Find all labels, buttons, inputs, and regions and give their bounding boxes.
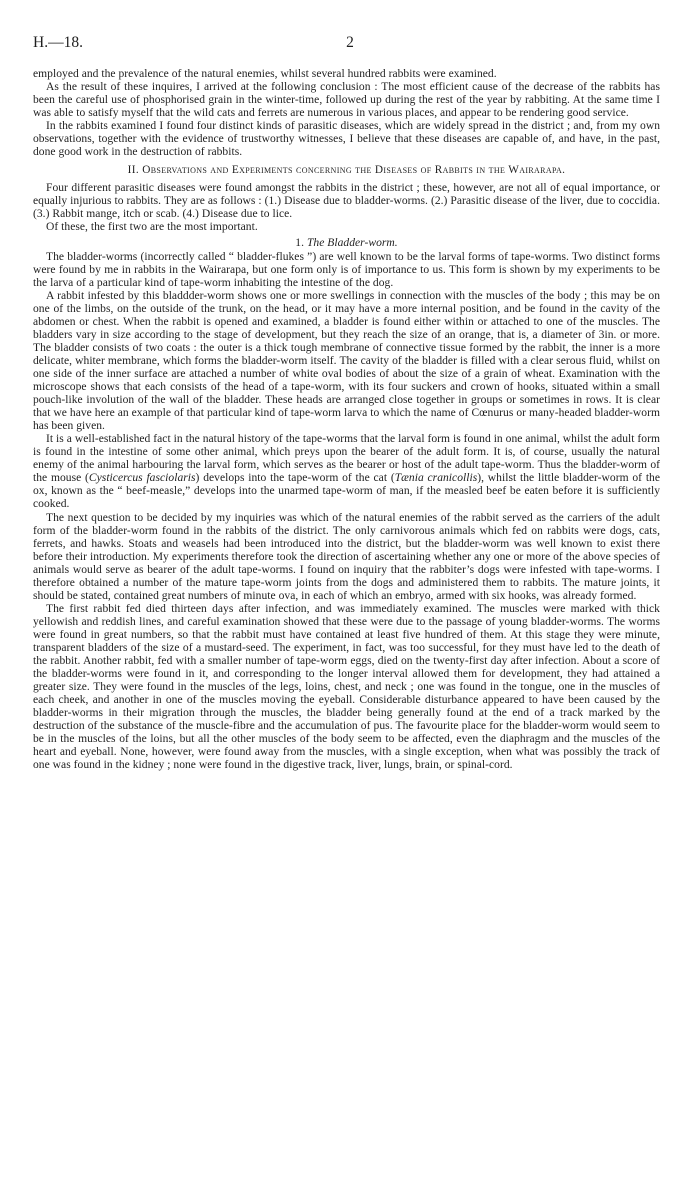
text-run: It is a well-established fact in the natural history of the tape-worms that the larval form is found in one animal, whilst the adult form is found in the intestine of some other animal, which preys upon the bearer of the adult form. It is, of course, usually the natural enemy of the animal harbouring the larval form, which serves as the bearer or host of the adult tape-worm. Thus the bladder-worm of the mouse ( <box>33 433 660 485</box>
paragraph-infested-rabbit: A rabbit infested by this bladdder-worm shows one or more swellings in connection with the muscles of the body ; this may be on one of the limbs, on the outside of the trunk, on the head, or it may have a more internal position, and be found in the cavity of the abdomen or chest. When the rabbit is opened and examined, a bladder is found either within or attached to one of the muscles. The bladders vary in size according to the stage of development, but they reach the size of an orange, that is, a diameter of 3in. or more. The bladder consists of two coats : the outer is a thick tough membrane of connective tissue formed by the rabbit, the inner is a more delicate, whiter membrane, which forms the bladder-worm itself. The cavity of the bladder is filled with a clear serous fluid, whilst on one side of the inner surface are attached a number of white oval bodies of about the size of a grain of wheat. Examination with the microscope shows that each consists of the head of a tape-worm, with its four suckers and crown of hooks, situated within a small pouch-like involution of the wall of the bladder. These heads are arranged close together in groups or sometimes in rows. It is clear that we have here an example of that particular kind of tape-worm larva to which the name of Cœnurus or many-headed bladder-worm has been given. <box>33 289 660 433</box>
paragraph-parasitic-diseases: In the rabbits examined I found four distinct kinds of parasitic diseases, which are widely spread in the district ; and, from my own observations, together with the evidence of trustworthy witnesses, I believe that these diseases are capable of, and have, in the past, done good work in the destruction of rabbits. <box>33 120 660 159</box>
paragraph-bladder-worms-intro: The bladder-worms (incorrectly called “ bladder-flukes ”) are well known to be the larval forms of tape-worms. Two distinct forms were found by me in rabbits in the Wairarapa, but one form only is of importance to us. This form is shown by my experiments to be the larva of a particular kind of tape-worm inhabiting the intestine of the dog. <box>33 250 660 289</box>
paragraph-experiments: The next question to be decided by my inquiries was which of the natural enemies of the rabbit served as the carriers of the adult form of the bladder-worm found in the rabbits of the district. The only carnivorous animals which fed on rabbits were dogs, cats, ferrets, and hawks. Stoats and weasels had been introduced into the district, but the bladder-worm was well known to exist there before their introduction. My experiments therefore took the direction of ascertaining whether any one or more of the above species of animals would serve as bearer of the adult tape-worms. I found on inquiry that the rabbiter’s dogs were infested with tape-worms. I therefore obtained a number of the mature tape-worm joints from the dogs and administered them to rabbits. The mature joints, it should be stated, contained great numbers of minute ova, in each of which an embryo, armed with six hooks, was already formed. <box>33 511 660 602</box>
species-name: Cysticercus fasciolaris <box>88 472 196 485</box>
paragraph-continuation: employed and the prevalence of the natural enemies, whilst several hundred rabbits were examined. <box>33 68 497 80</box>
report-code: H.—18. <box>33 34 83 51</box>
document-body <box>33 68 660 772</box>
section-heading: II. Observations and Experiments concerning the Diseases of Rabbits in the Wairarapa. <box>127 164 566 177</box>
subheading-number: 1. <box>295 236 305 249</box>
paragraph-natural-history <box>33 433 660 511</box>
page-header <box>33 34 667 56</box>
subheading-bladder-worm <box>33 237 660 250</box>
paragraph-most-important: Of these, the first two are the most important. <box>46 221 258 234</box>
species-name: Tænia cranicollis <box>394 472 478 485</box>
subheading-title: The Bladder-worm. <box>306 236 398 249</box>
paragraph-disease-list: Four different parasitic diseases were found amongst the rabbits in the district ; these, however, are not all of equal importance, or equally injurious to rabbits. They are as follows : (1.) Disease due to bladder-worms. (2.) Parasitic disease of the liver, due to coccidia. (3.) Rabbit mange, itch or scab. (4.) Disease due to lice. <box>33 182 660 221</box>
paragraph-first-rabbit: The first rabbit fed died thirteen days after infection, and was immediately examined. The muscles were marked with thick yellowish and reddish lines, and careful examination showed that these were due to the passage of young bladder-worms. The worms were found in great numbers, so that the rabbit must have contained at least five hundred of them. At this stage they were minute, transparent bladders of the size of a mustard-seed. The experiment, in fact, was too successful, for they must have led to the death of the rabbit. Another rabbit, fed with a smaller number of tape-worm eggs, died on the twenty-first day after infection. About a score of the bladder-worms were found in it, and corresponding to the longer interval allowed them for development, they had attained a greater size. They were found in the muscles of the legs, loins, chest, and neck ; one was found in the tongue, one in the muscles of each cheek, and another in one of the muscles moving the eyeball. Considerable disturbance appeared to have been caused by the bladder-worms in their migration through the muscles, the bladder being generally found at the end of a track marked by the destruction of the substance of the muscle-fibre and the accumulation of pus. The favourite place for the bladder-worm would seem to be in the muscles of the loins, but all the other muscles of the body seem to be affected, even the diaphragm and the muscles of the heart and eyeball. None, however, were found away from the muscles, with a single exception, when what was possibly the track of one was found in the kidney ; none were found in the digestive track, liver, lungs, brain, or spinal-cord. <box>33 602 660 772</box>
paragraph-conclusion: As the result of these inquires, I arrived at the following conclusion : The most efficient cause of the decrease of the rabbits has been the careful use of phosphorised grain in the winter-time, followed up during the rest of the year by rabbiting. At the same time I was able to satisfy myself that the wild cats and ferrets are numerous in various places, and appear to be rendering good service. <box>33 81 660 120</box>
page-number: 2 <box>346 34 354 51</box>
text-run: ) develops into the tape-worm of the cat ( <box>195 472 395 485</box>
text-run: ), whilst the little bladder-worm of the ox, known as the “ beef-measle,” develops into the unarmed tape-worm of man, if the measled beef be eaten before it is sufficiently cooked. <box>33 472 661 511</box>
